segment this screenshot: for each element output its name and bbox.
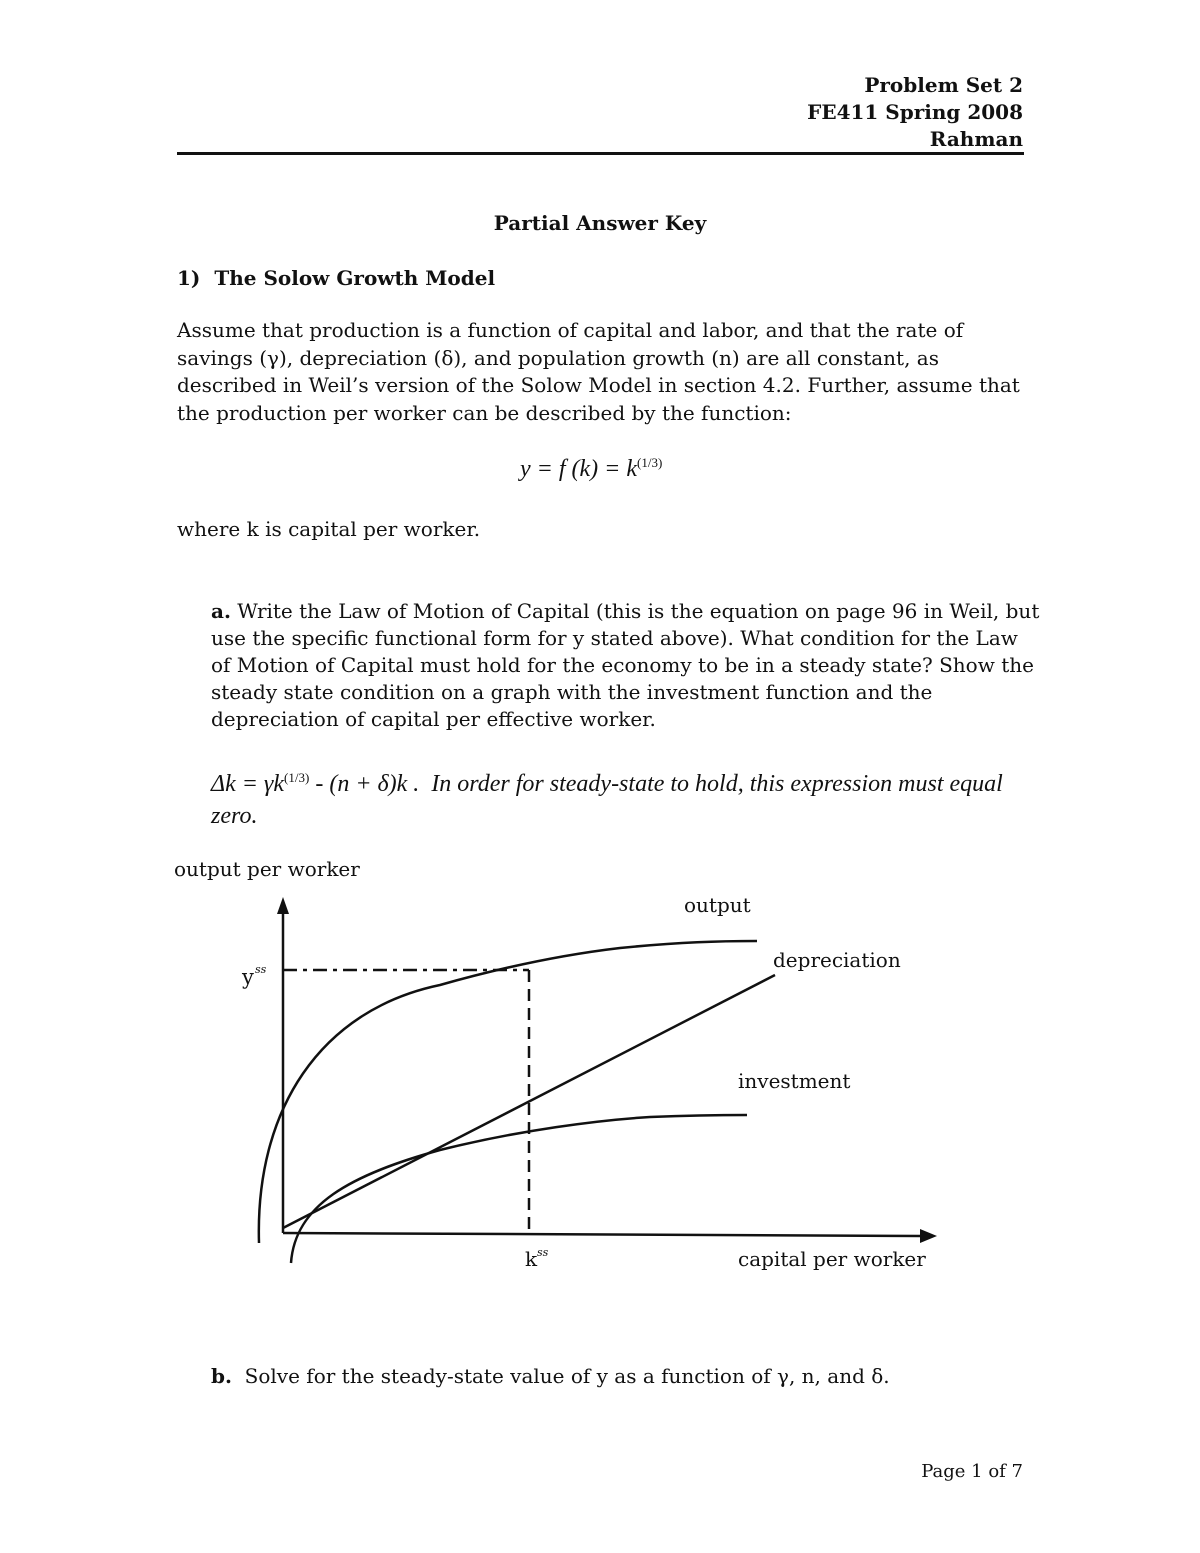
production-eq-exponent: (1/3)	[637, 455, 663, 470]
depreciation-label: depreciation	[773, 948, 901, 972]
part-b-label: b.	[211, 1364, 232, 1388]
graph-y-axis-label: output per worker	[174, 857, 360, 881]
x-axis	[283, 1233, 922, 1236]
part-b-text: Solve for the steady-state value of y as a function of γ, n, and δ.	[244, 1364, 890, 1388]
x-axis-label: capital per worker	[738, 1247, 926, 1271]
where-text: where k is capital per worker.	[177, 517, 481, 541]
header-course: FE411 Spring 2008	[807, 100, 1023, 124]
section-number: 1)	[177, 266, 201, 290]
header-author: Rahman	[929, 127, 1023, 151]
header-title: Problem Set 2	[864, 73, 1023, 97]
y-ss-label: y	[242, 965, 254, 989]
document-title: Partial Answer Key	[493, 211, 707, 235]
law-of-motion-left: Δk = γk	[211, 771, 285, 797]
output-curve	[259, 941, 757, 1243]
investment-label: investment	[738, 1069, 851, 1093]
law-of-motion-right: - (n + δ)k .	[309, 771, 420, 797]
part-b-question	[211, 1364, 890, 1388]
section-title: The Solow Growth Model	[214, 266, 496, 290]
y-axis-arrow	[277, 897, 289, 914]
intro-paragraph: Assume that production is a function of capital and labor, and that the rate of savings (γ), depreciation (δ), and population growth (n) are all constant, as described in Weil’s version of the Solow Model in section 4.2. Further, assume that the production per worker can be described by the function:	[177, 318, 1020, 425]
law-of-motion-exponent: (1/3)	[284, 770, 310, 785]
page-number: Page 1 of 7	[921, 1461, 1023, 1482]
part-a-label: a.	[211, 599, 231, 623]
steady-state-answer: In order for steady-state to hold, this expression must equal zero.	[211, 771, 1003, 829]
k-ss-label: k	[525, 1247, 538, 1271]
y-ss-superscript: ss	[255, 963, 267, 976]
part-a-text: Write the Law of Motion of Capital (this is the equation on page 96 in Weil, but use the specific functional form for y stated above). What condition for the Law of Motion of Capital must hold for the economy to be in a steady state? Show the steady state condition on a graph with the investment function and the depreciation of capital per effective worker.	[211, 599, 1040, 731]
output-label: output	[684, 893, 751, 917]
k-ss-superscript: ss	[537, 1246, 549, 1259]
x-axis-arrow	[920, 1229, 937, 1243]
production-eq-body: y = f (k) = k	[520, 456, 637, 482]
